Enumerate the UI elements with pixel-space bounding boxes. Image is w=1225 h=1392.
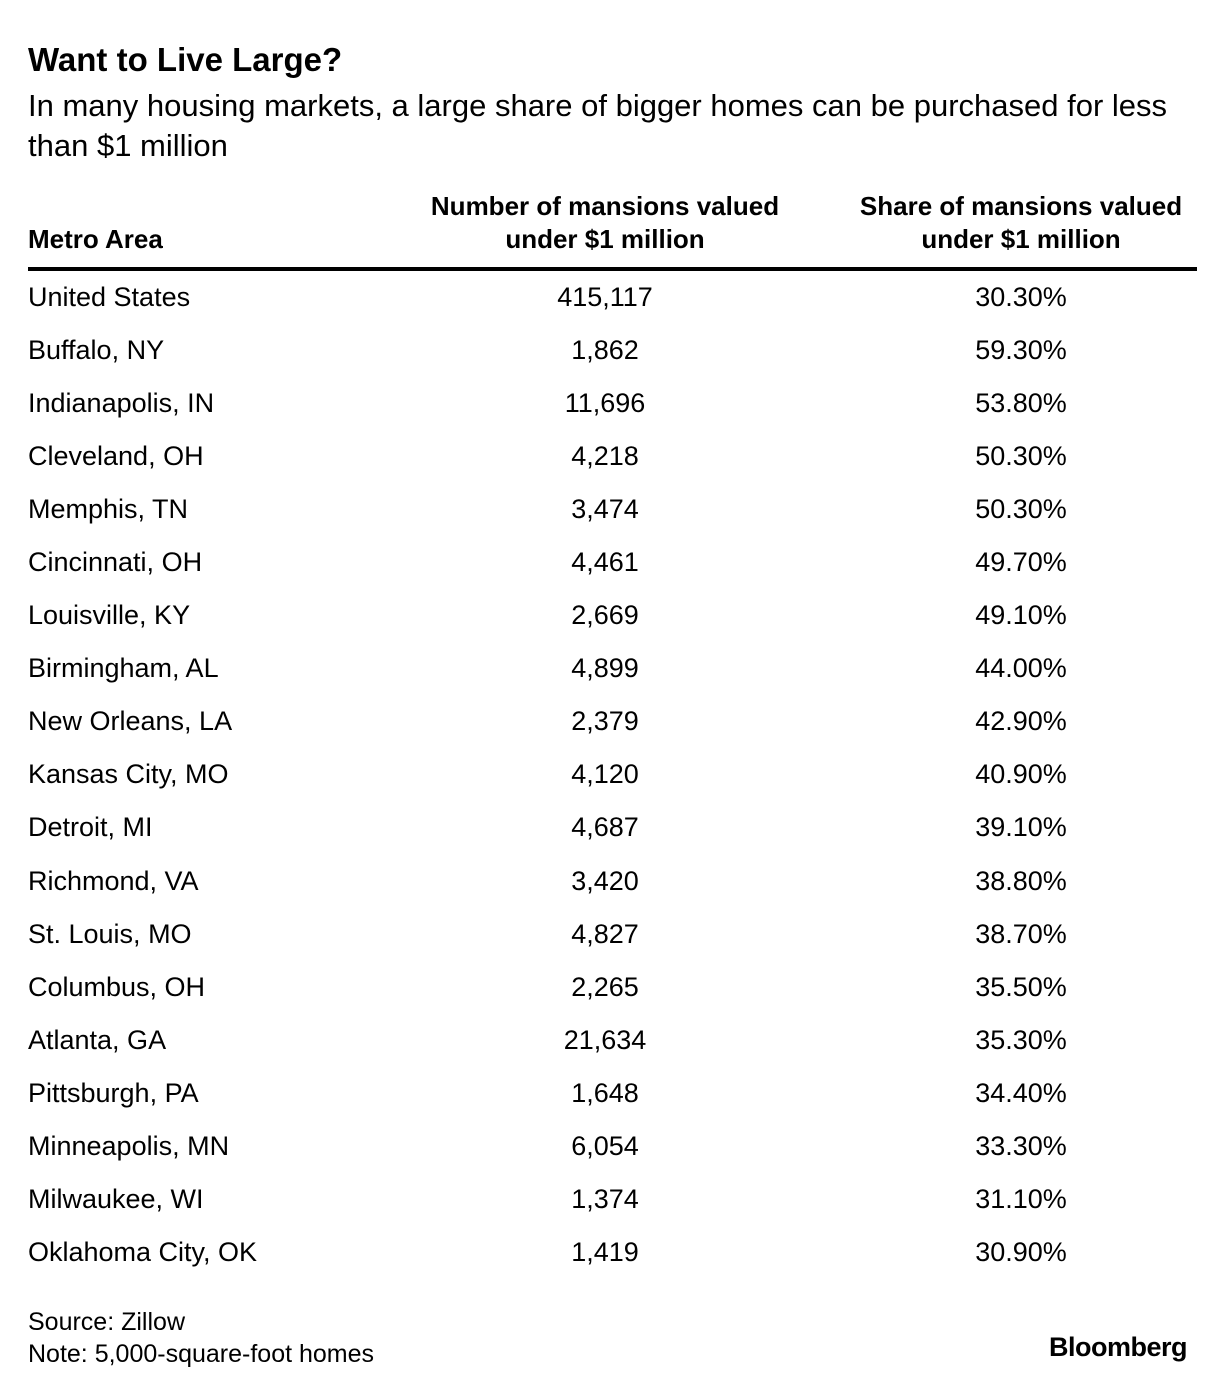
number-cell: 4,218	[571, 441, 639, 472]
metro-area-cell: Atlanta, GA	[28, 1024, 167, 1055]
share-cell: 50.30%	[975, 494, 1067, 525]
number-cell: 3,420	[571, 865, 639, 896]
table-row	[0, 1120, 1225, 1173]
column-header-metro-area: Metro Area	[28, 224, 163, 254]
metro-area-cell: Richmond, VA	[28, 865, 199, 896]
share-cell: 40.90%	[975, 759, 1067, 790]
share-cell: 59.30%	[975, 335, 1067, 366]
metro-area-cell: St. Louis, MO	[28, 918, 192, 949]
share-cell: 30.90%	[975, 1236, 1067, 1267]
number-cell: 21,634	[563, 1024, 647, 1055]
share-cell: 33.30%	[975, 1130, 1067, 1161]
table-row	[0, 324, 1225, 377]
column-header-share: Share of mansions valued under $1 million	[859, 191, 1183, 254]
table-row	[0, 1173, 1225, 1226]
chart-title: Want to Live Large?	[28, 41, 343, 78]
table-row	[0, 430, 1225, 483]
metro-area-cell: United States	[28, 282, 191, 312]
share-cell: 38.80%	[975, 865, 1067, 896]
metro-area-cell: Cleveland, OH	[28, 441, 204, 472]
number-cell: 2,669	[571, 600, 639, 631]
bloomberg-logo: Bloomberg	[1048, 1332, 1187, 1362]
table-row	[0, 855, 1225, 908]
number-cell: 1,862	[571, 335, 639, 366]
metro-area-cell: Pittsburgh, PA	[28, 1077, 199, 1108]
share-cell: 30.30%	[975, 282, 1067, 312]
metro-area-cell: Kansas City, MO	[28, 759, 229, 790]
metro-area-cell: Indianapolis, IN	[28, 388, 215, 419]
share-cell: 38.70%	[975, 918, 1067, 949]
metro-area-cell: Louisville, KY	[28, 600, 191, 631]
number-cell: 415,117	[557, 282, 653, 312]
table-row	[0, 695, 1225, 748]
number-cell: 4,461	[571, 547, 639, 578]
number-cell: 11,696	[564, 388, 646, 419]
share-cell: 35.50%	[975, 971, 1067, 1002]
source-note: Source: Zillow	[28, 1308, 185, 1336]
table-row	[0, 536, 1225, 589]
share-cell: 39.10%	[975, 812, 1067, 843]
number-cell: 4,687	[571, 812, 639, 843]
share-cell: 49.10%	[975, 600, 1067, 631]
table-body	[0, 271, 1225, 1279]
table-row	[0, 1226, 1225, 1279]
number-cell: 4,899	[571, 653, 639, 684]
share-cell: 42.90%	[975, 706, 1067, 737]
share-cell: 44.00%	[975, 653, 1067, 684]
number-cell: 4,120	[571, 759, 639, 790]
table-row	[0, 642, 1225, 695]
number-cell: 2,265	[571, 971, 639, 1002]
table-row	[0, 961, 1225, 1014]
share-cell: 50.30%	[975, 441, 1067, 472]
footnote: Note: 5,000-square-foot homes	[28, 1340, 375, 1368]
number-cell: 6,054	[571, 1130, 639, 1161]
metro-area-cell: Minneapolis, MN	[28, 1130, 230, 1161]
metro-area-cell: Milwaukee, WI	[28, 1183, 204, 1214]
metro-area-cell: Columbus, OH	[28, 971, 206, 1002]
table-row	[0, 271, 1225, 324]
metro-area-cell: Birmingham, AL	[28, 653, 219, 684]
share-cell: 53.80%	[975, 388, 1067, 419]
table-row	[0, 801, 1225, 854]
share-cell: 34.40%	[975, 1077, 1067, 1108]
metro-area-cell: Detroit, MI	[28, 812, 153, 843]
metro-area-cell: Buffalo, NY	[28, 335, 165, 366]
table-row	[0, 483, 1225, 536]
metro-area-cell: New Orleans, LA	[28, 706, 233, 737]
number-cell: 4,827	[571, 918, 639, 949]
share-cell: 31.10%	[975, 1183, 1067, 1214]
number-cell: 1,419	[571, 1236, 639, 1267]
number-cell: 3,474	[571, 494, 639, 525]
share-cell: 35.30%	[975, 1024, 1067, 1055]
column-header-number: Number of mansions valued under $1 million	[430, 191, 780, 254]
metro-area-cell: Oklahoma City, OK	[28, 1236, 258, 1267]
metro-area-cell: Memphis, TN	[28, 494, 189, 525]
table-row	[0, 908, 1225, 961]
number-cell: 1,648	[571, 1077, 639, 1108]
number-cell: 1,374	[571, 1183, 639, 1214]
number-cell: 2,379	[571, 706, 639, 737]
table-row	[0, 1067, 1225, 1120]
table-row	[0, 1014, 1225, 1067]
table-row	[0, 377, 1225, 430]
metro-area-cell: Cincinnati, OH	[28, 547, 203, 578]
share-cell: 49.70%	[975, 547, 1067, 578]
table-row	[0, 748, 1225, 801]
table-row	[0, 589, 1225, 642]
chart-subtitle: In many housing markets, a large share of bigger homes can be purchased for less than $1 million	[28, 88, 1168, 163]
